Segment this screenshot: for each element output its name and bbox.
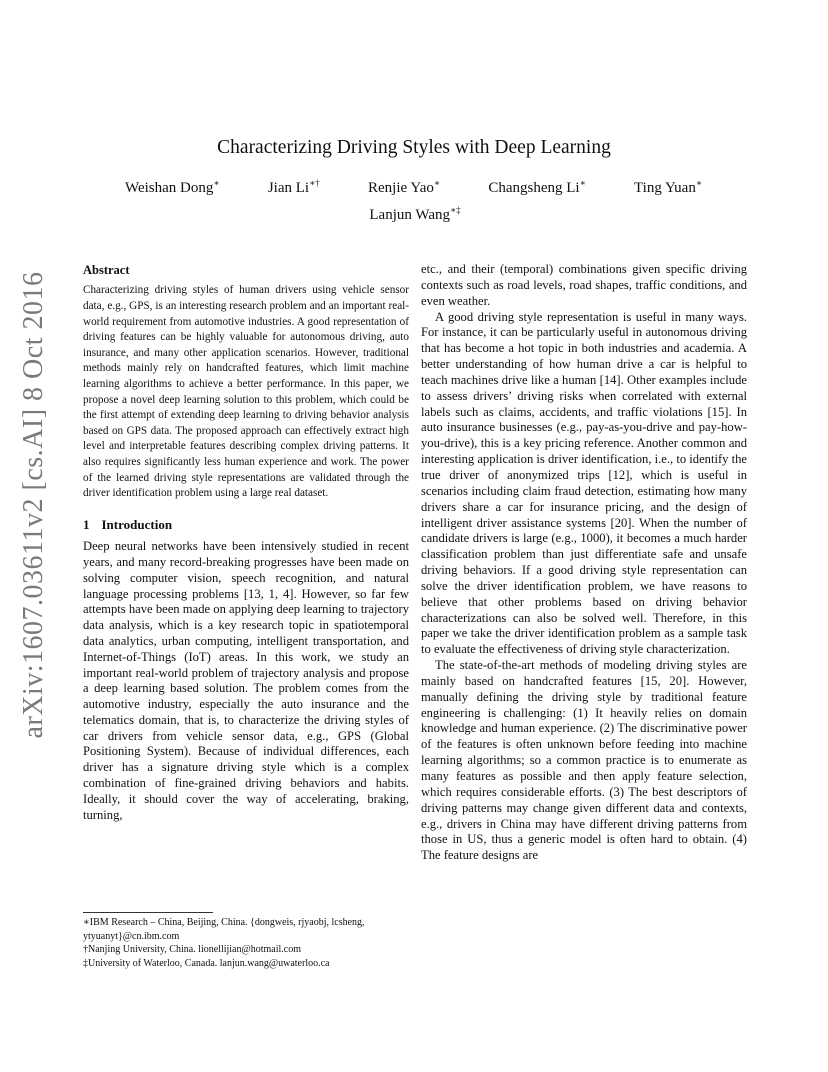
footnote: †Nanjing University, China. lionellijian@hotmail.com — [83, 944, 301, 955]
intro-paragraph: Deep neural networks have been intensively studied in recent years, and many record-breaking progresses have been made on solving computer vision, speech recognition, and natural language processing problems [13, 1, 4]. However, so far few attempts have been made on applying deep learning to trajectory data analysis, which is a key research topic in spatiotemporal data analytics, urban computing, intelligent transportation, and Internet-of-Things (IoT) areas. In this work, we study an important real-world problem of trajectory analysis and propose a deep learning based solution. The problem comes from the automotive industry, especially the auto insurance and the telematics domain, that is, to characterize the driving styles of car drivers from vehicle sensor data, e.g., GPS (Global Positioning System). Because of individual differences, each driver has a signature driving style which is a complex combination of fine-grained driving behaviors and habits. Ideally, it should cover the way of accelerating, braking, turning, — [83, 539, 409, 822]
author: Lanjun Wang∗‡ — [369, 205, 461, 223]
section-number: 1 — [83, 516, 90, 532]
author: Weishan Dong∗ — [125, 178, 220, 196]
section-title: Introduction — [101, 516, 173, 532]
paper-title: Characterizing Driving Styles with Deep Learning — [217, 137, 611, 158]
arxiv-identifier — [14, 271, 54, 739]
paragraph: etc., and their (temporal) combinations given specific driving contexts such as road levels, road shapes, traffic conditions, and even weather. — [421, 262, 747, 308]
section-heading — [83, 517, 409, 533]
abstract-text: Characterizing driving styles of human drivers using vehicle sensor data, e.g., GPS, is an interesting research problem and an important real-world requirement from automotive industries. A good representation of driving features can be highly valuable for autonomous driving, auto insurance, and many other application scenarios. However, traditional methods mainly rely on handcrafted features, which limit machine learning algorithms to achieve a better performance. In this paper, we propose a novel deep learning solution to this problem, which could be the first attempt of extending deep learning to driving behavior analysis based on GPS data. The proposed approach can effectively extract high level and interpretable features describing complex driving patterns. It also requires significantly less human experience and work. The power of the learned driving style representations are validated through the driver identification problem using a large real dataset. — [83, 284, 409, 500]
footnote: ∗IBM Research – China, Beijing, China. {dongweis, rjyaobj, lcsheng, ytyuanyt}@cn.ibm.com — [83, 917, 365, 942]
author: Jian Li∗† — [267, 178, 320, 196]
paragraph: A good driving style representation is useful in many ways. For instance, it can be particularly useful in autonomous driving that has become a hot topic in both industries and academia. A better understanding of how human drive a car is helpful to teach machines drive like a human [14]. Other examples include to assess drivers’ driving risks when correlated with external labels such as claims, accidents, and traffic violations [15]. In auto insurance businesses (e.g., pay-as-you-drive and pay-how-you-drive), this is a key pricing reference. Another common and interesting application is driver identification, i.e., to identify the true driver of anonymized trips [12], which is useful in scenarios including claim fraud detection, estimating how many drivers share a car for insurance pricing, and the design of intelligent driver assistance systems [20]. When the number of candidate drivers is large (e.g., 1000), it becomes a much harder classification problem than just differentiate safe and unsafe driving behaviors. If a good driving style representation can solve the driver identification problem, we have reasons to believe that other problems based on driving behavior characterizations can also be solved well. Therefore, in this paper we take the driver identification problem as a sample task to evaluate the effectiveness of driving style characterization. — [421, 309, 747, 657]
abstract-heading: Abstract — [83, 263, 130, 277]
paragraph: The state-of-the-art methods of modeling driving styles are mainly based on handcrafted features [15, 20]. However, manually defining the driving style by traditional feature engineering is challenging: (1) It heavily relies on domain knowledge and human experience. (2) The discriminative power of the features is often unknown before feeding into machine learning algorithms; so a common practice is to enumerate as many features as possible and then apply feature selection, which requires considerable efforts. (3) The best descriptors of driving patterns may change given different data and contexts, e.g., drivers in China may have different driving patterns from those in US, thus a generic model is often hard to obtain. (4) The feature designs are — [421, 658, 747, 863]
author-list — [80, 178, 750, 224]
author: Ting Yuan∗ — [634, 178, 702, 196]
footnotes — [83, 912, 413, 970]
left-column — [83, 262, 409, 823]
footnote-rule — [83, 912, 213, 913]
author: Changsheng Li∗ — [488, 178, 586, 196]
right-column — [421, 262, 747, 864]
author: Renjie Yao∗ — [368, 178, 440, 196]
arxiv-identifier-text: arXiv:1607.03611v2 [cs.AI] 8 Oct 2016 — [18, 271, 49, 739]
footnote: ‡University of Waterloo, Canada. lanjun.wang@uwaterloo.ca — [83, 957, 330, 969]
